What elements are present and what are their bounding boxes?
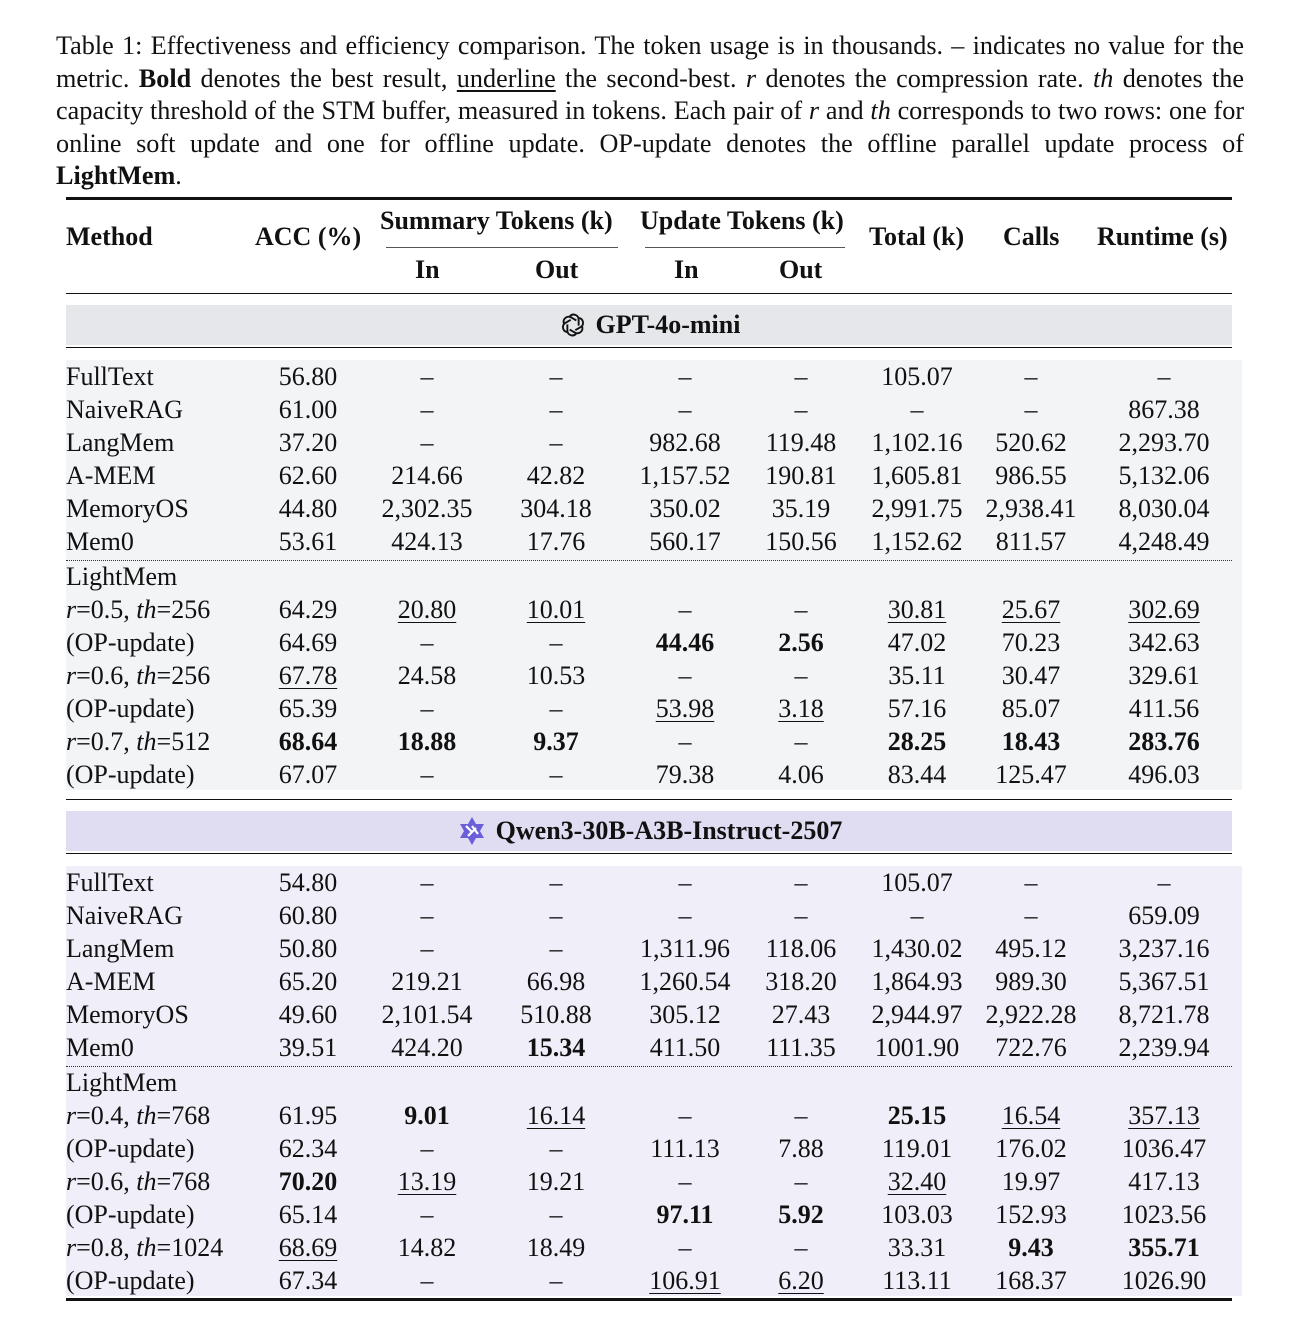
header-runtime: Runtime (s) (1097, 222, 1228, 251)
table-row (66, 1132, 1232, 1165)
value-cell: – (678, 395, 692, 424)
section-rule (66, 799, 1232, 800)
value-cell: 44.80 (278, 494, 338, 523)
value-cell: 83.44 (887, 760, 947, 789)
method-config: (OP-update) (66, 628, 195, 657)
method-config: (OP-update) (66, 760, 195, 789)
value-cell: 118.06 (765, 934, 837, 963)
method-name: MemoryOS (66, 1000, 189, 1029)
value-cell: – (794, 595, 808, 624)
method-config: (OP-update) (66, 1266, 195, 1295)
value-cell: 1,260.54 (639, 967, 731, 996)
value-cell: 1,311.96 (639, 934, 731, 963)
value-cell: 67.78 (278, 661, 338, 690)
value-cell: 20.80 (397, 595, 457, 624)
table-row (66, 393, 1232, 426)
value-cell: 17.76 (526, 527, 586, 556)
table-row (66, 866, 1232, 899)
method-name: LangMem (66, 934, 175, 963)
value-cell: 61.00 (278, 395, 338, 424)
value-cell: – (420, 868, 434, 897)
table-row (66, 899, 1232, 932)
value-cell: 65.20 (278, 967, 338, 996)
method-config: r=0.7, th=512 (66, 727, 211, 756)
value-cell: 3,237.16 (1118, 934, 1210, 963)
value-cell: 53.61 (278, 527, 338, 556)
header-total: Total (k) (869, 222, 965, 251)
value-cell: 302.69 (1128, 595, 1200, 624)
method-config: (OP-update) (66, 1134, 195, 1163)
header-update-out: Out (779, 255, 823, 284)
value-cell: – (420, 628, 434, 657)
value-cell: – (910, 395, 924, 424)
openai-logo-icon (558, 310, 588, 340)
value-cell: – (420, 362, 434, 391)
value-cell: 1036.47 (1121, 1134, 1207, 1163)
table-row (66, 692, 1232, 725)
value-cell: 111.35 (766, 1033, 836, 1062)
section-body-gpt-4o-mini (66, 360, 1242, 790)
value-cell: 2,302.35 (381, 494, 473, 523)
value-cell: 411.50 (649, 1033, 721, 1062)
value-cell: 1,430.02 (871, 934, 963, 963)
method-name: NaiveRAG (66, 901, 183, 930)
value-cell: 1001.90 (874, 1033, 960, 1062)
value-cell: – (678, 661, 692, 690)
value-cell: 106.91 (649, 1266, 721, 1295)
value-cell: 68.64 (278, 727, 338, 756)
value-cell: 811.57 (995, 527, 1067, 556)
value-cell: 8,721.78 (1118, 1000, 1210, 1029)
value-cell: 350.02 (649, 494, 721, 523)
summary-cmidrule (386, 247, 618, 248)
table-row (66, 1165, 1232, 1198)
value-cell: 867.38 (1128, 395, 1200, 424)
band-rule (66, 853, 1232, 854)
method-config: r=0.6, th=256 (66, 661, 211, 690)
value-cell: 986.55 (995, 461, 1067, 490)
value-cell: 39.51 (278, 1033, 338, 1062)
value-cell: – (1024, 868, 1038, 897)
value-cell: 35.11 (888, 661, 946, 690)
header-acc: ACC (%) (255, 222, 362, 251)
table-row (66, 725, 1232, 758)
value-cell: 18.43 (1001, 727, 1061, 756)
header-method: Method (66, 222, 153, 251)
value-cell: 18.88 (397, 727, 457, 756)
value-cell: – (549, 1134, 563, 1163)
value-cell: 659.09 (1128, 901, 1200, 930)
value-cell: – (1157, 868, 1171, 897)
value-cell: 70.20 (278, 1167, 338, 1196)
value-cell: – (549, 428, 563, 457)
value-cell: – (678, 727, 692, 756)
value-cell: – (910, 901, 924, 930)
value-cell: – (549, 760, 563, 789)
table-row (66, 1231, 1232, 1264)
value-cell: 67.07 (278, 760, 338, 789)
value-cell: – (1024, 362, 1038, 391)
table-row (66, 1099, 1232, 1132)
value-cell: 33.31 (887, 1233, 947, 1262)
value-cell: 495.12 (995, 934, 1067, 963)
value-cell: 25.15 (887, 1101, 947, 1130)
value-cell: 417.13 (1128, 1167, 1200, 1196)
value-cell: 982.68 (649, 428, 721, 457)
value-cell: – (420, 1134, 434, 1163)
header-summary-in: In (415, 255, 440, 284)
value-cell: 2.56 (778, 628, 824, 657)
value-cell: – (794, 661, 808, 690)
value-cell: 53.98 (655, 694, 715, 723)
value-cell: – (549, 395, 563, 424)
method-config: r=0.5, th=256 (66, 595, 211, 624)
value-cell: 54.80 (278, 868, 338, 897)
value-cell: 18.49 (526, 1233, 586, 1262)
method-config: r=0.8, th=1024 (66, 1233, 224, 1262)
value-cell: – (420, 395, 434, 424)
value-cell: – (420, 428, 434, 457)
value-cell: 4,248.49 (1118, 527, 1210, 556)
value-cell: 496.03 (1128, 760, 1200, 789)
value-cell: 722.76 (995, 1033, 1067, 1062)
value-cell: 37.20 (278, 428, 338, 457)
value-cell: 105.07 (881, 362, 953, 391)
value-cell: 5.92 (778, 1200, 824, 1229)
table-row (66, 1264, 1232, 1297)
value-cell: 318.20 (765, 967, 837, 996)
value-cell: – (549, 628, 563, 657)
value-cell: 219.21 (391, 967, 463, 996)
value-cell: 510.88 (520, 1000, 592, 1029)
header-rule (66, 293, 1232, 294)
value-cell: 50.80 (278, 934, 338, 963)
value-cell: 4.06 (778, 760, 824, 789)
value-cell: 42.82 (526, 461, 586, 490)
header-summary-tokens: Summary Tokens (k) (380, 206, 613, 235)
method-name: LightMem (66, 562, 178, 591)
value-cell: – (794, 1233, 808, 1262)
value-cell: 150.56 (765, 527, 837, 556)
value-cell: 19.97 (1001, 1167, 1061, 1196)
method-config: r=0.4, th=768 (66, 1101, 211, 1130)
value-cell: 424.13 (391, 527, 463, 556)
value-cell: 520.62 (995, 428, 1067, 457)
value-cell: – (420, 1200, 434, 1229)
value-cell: 5,367.51 (1118, 967, 1210, 996)
value-cell: 10.01 (526, 595, 586, 624)
value-cell: – (549, 1266, 563, 1295)
value-cell: 119.48 (765, 428, 837, 457)
method-name: MemoryOS (66, 494, 189, 523)
value-cell: – (1024, 395, 1038, 424)
value-cell: 19.21 (526, 1167, 586, 1196)
value-cell: 85.07 (1001, 694, 1061, 723)
value-cell: – (794, 1167, 808, 1196)
value-cell: – (420, 1266, 434, 1295)
value-cell: 61.95 (278, 1101, 338, 1130)
value-cell: 16.14 (526, 1101, 586, 1130)
header-calls: Calls (1003, 222, 1060, 251)
band-rule (66, 347, 1232, 348)
value-cell: 152.93 (995, 1200, 1067, 1229)
table-row (66, 659, 1232, 692)
value-cell: 1,864.93 (871, 967, 963, 996)
value-cell: 8,030.04 (1118, 494, 1210, 523)
value-cell: 47.02 (887, 628, 947, 657)
value-cell: 25.67 (1001, 595, 1061, 624)
value-cell: 79.38 (655, 760, 715, 789)
value-cell: 190.81 (765, 461, 837, 490)
table-row (66, 525, 1232, 558)
value-cell: 1,157.52 (639, 461, 731, 490)
value-cell: 64.69 (278, 628, 338, 657)
value-cell: 2,101.54 (381, 1000, 473, 1029)
value-cell: 9.01 (404, 1101, 450, 1130)
header-update-tokens: Update Tokens (k) (640, 206, 844, 235)
method-name: Mem0 (66, 527, 134, 556)
value-cell: 65.39 (278, 694, 338, 723)
value-cell: – (678, 1167, 692, 1196)
bottom-rule (66, 1298, 1232, 1301)
method-name: LightMem (66, 1068, 178, 1097)
lightmem-label-row (66, 1066, 1232, 1099)
value-cell: 28.25 (887, 727, 947, 756)
value-cell: – (794, 868, 808, 897)
value-cell: 176.02 (995, 1134, 1067, 1163)
table-row (66, 1031, 1232, 1064)
value-cell: 6.20 (778, 1266, 824, 1295)
table-caption: Table 1: Effectiveness and efficiency comparison. The token usage is in thousands. – indicates no value for the metric. Bold denotes the best result, underline the second-best. r denotes the compression rate. th denotes the capacity threshold of the STM buffer, measured in tokens. Each pair of r and th corresponds to two rows: one for online soft update and one for offline update. OP-update denotes the offline parallel update process of LightMem. (56, 31, 1245, 191)
table-row (66, 426, 1232, 459)
method-name: FullText (66, 868, 154, 897)
value-cell: – (1024, 901, 1038, 930)
table-row (66, 758, 1232, 791)
value-cell: 342.63 (1128, 628, 1200, 657)
top-rule (66, 197, 1232, 200)
value-cell: 283.76 (1128, 727, 1200, 756)
model-name: GPT-4o-mini (595, 310, 741, 339)
value-cell: 3.18 (778, 694, 824, 723)
value-cell: 7.88 (778, 1134, 824, 1163)
update-cmidrule (645, 247, 845, 248)
value-cell: – (678, 1101, 692, 1130)
value-cell: 13.19 (397, 1167, 457, 1196)
value-cell: 2,922.28 (985, 1000, 1077, 1029)
value-cell: 305.12 (649, 1000, 721, 1029)
value-cell: 44.46 (655, 628, 715, 657)
value-cell: – (678, 901, 692, 930)
value-cell: – (794, 727, 808, 756)
value-cell: – (549, 934, 563, 963)
value-cell: 424.20 (391, 1033, 463, 1062)
value-cell: 9.43 (1008, 1233, 1054, 1262)
value-cell: – (420, 760, 434, 789)
method-name: LangMem (66, 428, 175, 457)
value-cell: 560.17 (649, 527, 721, 556)
value-cell: 355.71 (1128, 1233, 1200, 1262)
value-cell: 24.58 (397, 661, 457, 690)
table-row (66, 965, 1232, 998)
value-cell: 30.81 (887, 595, 947, 624)
value-cell: 70.23 (1001, 628, 1061, 657)
value-cell: 357.13 (1128, 1101, 1200, 1130)
bold-legend: Bold (138, 63, 192, 93)
value-cell: 304.18 (520, 494, 592, 523)
value-cell: 111.13 (650, 1134, 720, 1163)
value-cell: 62.34 (278, 1134, 338, 1163)
value-cell: – (794, 1101, 808, 1130)
value-cell: 30.47 (1001, 661, 1061, 690)
value-cell: 62.60 (278, 461, 338, 490)
value-cell: 67.34 (278, 1266, 338, 1295)
value-cell: – (1157, 362, 1171, 391)
method-config: (OP-update) (66, 694, 195, 723)
value-cell: 2,293.70 (1118, 428, 1210, 457)
value-cell: 15.34 (526, 1033, 586, 1062)
value-cell: 16.54 (1001, 1101, 1061, 1130)
table-row (66, 1198, 1232, 1231)
value-cell: 119.01 (881, 1134, 953, 1163)
value-cell: – (678, 868, 692, 897)
value-cell: 168.37 (995, 1266, 1067, 1295)
method-config: (OP-update) (66, 1200, 195, 1229)
value-cell: 2,944.97 (871, 1000, 963, 1029)
table-row (66, 626, 1232, 659)
section-header-gpt-4o-mini (66, 305, 1232, 345)
method-name: A-MEM (66, 461, 156, 490)
value-cell: 66.98 (526, 967, 586, 996)
table-row (66, 492, 1232, 525)
lightmem-label-row (66, 560, 1232, 593)
value-cell: – (678, 1233, 692, 1262)
value-cell: 1023.56 (1121, 1200, 1207, 1229)
value-cell: – (549, 694, 563, 723)
value-cell: 2,239.94 (1118, 1033, 1210, 1062)
value-cell: 2,991.75 (871, 494, 963, 523)
value-cell: 14.82 (397, 1233, 457, 1262)
value-cell: – (549, 901, 563, 930)
header-summary-out: Out (535, 255, 579, 284)
value-cell: – (678, 362, 692, 391)
value-cell: 105.07 (881, 868, 953, 897)
method-config: r=0.6, th=768 (66, 1167, 211, 1196)
value-cell: – (794, 901, 808, 930)
model-name: Qwen3-30B-A3B-Instruct-2507 (495, 816, 843, 845)
value-cell: 411.56 (1128, 694, 1200, 723)
method-name: FullText (66, 362, 154, 391)
value-cell: 64.29 (278, 595, 338, 624)
value-cell: 32.40 (887, 1167, 947, 1196)
value-cell: – (549, 1200, 563, 1229)
value-cell: – (794, 362, 808, 391)
value-cell: – (794, 395, 808, 424)
table-row (66, 360, 1232, 393)
value-cell: 214.66 (391, 461, 463, 490)
table-row (66, 593, 1232, 626)
method-name: A-MEM (66, 967, 156, 996)
header-update-in: In (674, 255, 699, 284)
value-cell: 329.61 (1128, 661, 1200, 690)
value-cell: – (420, 934, 434, 963)
value-cell: 49.60 (278, 1000, 338, 1029)
section-body-qwen (66, 866, 1242, 1296)
section-header-qwen (66, 811, 1232, 851)
value-cell: 65.14 (278, 1200, 338, 1229)
value-cell: – (420, 901, 434, 930)
value-cell: – (420, 694, 434, 723)
value-cell: 125.47 (995, 760, 1067, 789)
value-cell: 1,152.62 (871, 527, 963, 556)
caption-label: Table 1: (56, 31, 143, 60)
value-cell: 97.11 (656, 1200, 714, 1229)
value-cell: 5,132.06 (1118, 461, 1210, 490)
value-cell: – (678, 595, 692, 624)
method-name: NaiveRAG (66, 395, 183, 424)
value-cell: 57.16 (887, 694, 947, 723)
value-cell: 35.19 (771, 494, 831, 523)
value-cell: 113.11 (882, 1266, 952, 1295)
qwen-logo-icon (456, 816, 488, 846)
table-row (66, 998, 1232, 1031)
table-row (66, 459, 1232, 492)
table-row (66, 932, 1232, 965)
underline-legend: underline (456, 63, 556, 93)
value-cell: 56.80 (278, 362, 338, 391)
value-cell: 2,938.41 (985, 494, 1077, 523)
value-cell: – (549, 362, 563, 391)
value-cell: 60.80 (278, 901, 338, 930)
value-cell: 9.37 (533, 727, 579, 756)
value-cell: 27.43 (771, 1000, 831, 1029)
value-cell: 103.03 (881, 1200, 953, 1229)
value-cell: 68.69 (278, 1233, 338, 1262)
value-cell: 1026.90 (1121, 1266, 1207, 1295)
value-cell: 10.53 (526, 661, 586, 690)
value-cell: 989.30 (995, 967, 1067, 996)
value-cell: – (549, 868, 563, 897)
method-name: Mem0 (66, 1033, 134, 1062)
value-cell: 1,102.16 (871, 428, 963, 457)
value-cell: 1,605.81 (871, 461, 963, 490)
